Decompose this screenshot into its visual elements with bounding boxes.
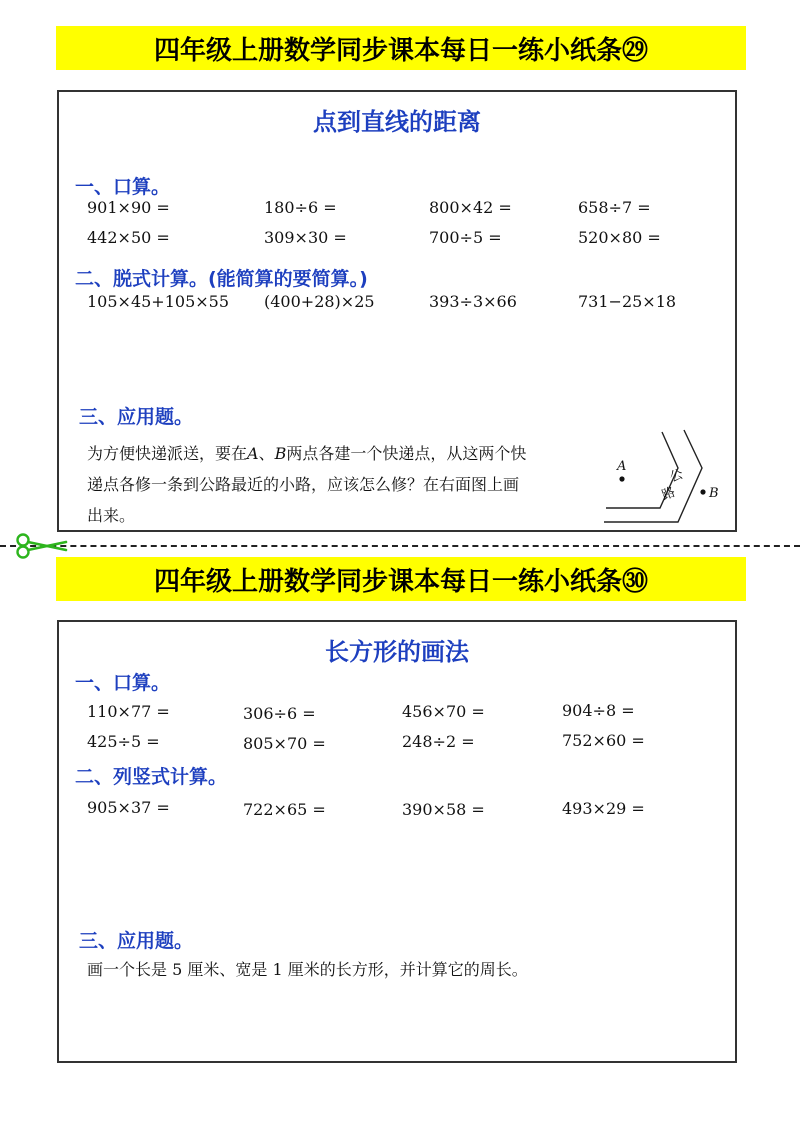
oral-item: 306÷6 = xyxy=(243,704,316,723)
oral-item: 425÷5 = xyxy=(87,732,160,751)
calc-item: 393÷3×66 xyxy=(429,292,517,311)
sheet-29-banner: 四年级上册数学同步课本每日一练小纸条㉙ xyxy=(56,26,746,70)
calc-item: 493×29 = xyxy=(562,799,645,818)
oral-item: 752×60 = xyxy=(562,731,645,750)
app-line-3: 出来。 xyxy=(87,506,136,525)
point-separator: 、 xyxy=(258,444,275,463)
oral-item: 901×90 = xyxy=(87,198,170,217)
calc-item: 731−25×18 xyxy=(578,292,677,311)
app-line-1-start: 为方便快递派送，要在 xyxy=(87,444,248,463)
oral-item: 442×50 = xyxy=(87,228,170,247)
app-line-1 xyxy=(87,438,607,469)
calc-item: 105×45+105×55 xyxy=(87,292,230,311)
calc-item: 390×58 = xyxy=(402,800,485,819)
sheet-30-box xyxy=(57,620,737,1063)
oral-item: 180÷6 = xyxy=(264,198,337,217)
calc-item: 905×37 = xyxy=(87,798,170,817)
oral-item: 248÷2 = xyxy=(402,732,475,751)
point-a-ref: A xyxy=(247,444,259,463)
point-a-dot xyxy=(619,476,624,481)
app-line-2: 递点各修一条到公路最近的小路，应该怎么修？在右面图上画 xyxy=(87,475,520,494)
road-label-1: 公 xyxy=(667,467,686,486)
road-label-2: 路 xyxy=(659,485,678,504)
oral-item: 800×42 = xyxy=(429,198,512,217)
app-heading: 三、应用题。 xyxy=(79,406,194,428)
app-problem-text: 画一个长是 5 厘米、宽是 1 厘米的长方形，并计算它的周长。 xyxy=(87,960,528,979)
point-b-ref: B xyxy=(274,444,287,463)
oral-item: 805×70 = xyxy=(243,734,326,753)
scissors-icon xyxy=(14,533,68,559)
sheet-30-topic: 长方形的画法 xyxy=(325,638,469,666)
calc-heading: 二、脱式计算。(能简算的要简算。) xyxy=(75,268,368,290)
oral-item: 700÷5 = xyxy=(429,228,502,247)
app-problem-text xyxy=(87,438,607,531)
oral-item: 456×70 = xyxy=(402,702,485,721)
app-heading: 三、应用题。 xyxy=(79,930,194,952)
point-b-label: B xyxy=(709,486,719,501)
calc-item: (400+28)×25 xyxy=(264,292,375,311)
oral-item: 309×30 = xyxy=(264,228,347,247)
app-line-1-end: 两点各建一个快递点，从这两个快 xyxy=(286,444,527,463)
oral-heading: 一、口算。 xyxy=(75,672,171,694)
oral-heading: 一、口算。 xyxy=(75,176,171,198)
oral-item: 904÷8 = xyxy=(562,701,635,720)
point-a-label: A xyxy=(617,459,627,474)
sheet-29-topic: 点到直线的距离 xyxy=(313,108,481,136)
oral-item: 658÷7 = xyxy=(578,198,651,217)
point-b-dot xyxy=(700,489,705,494)
calc-item: 722×65 = xyxy=(243,800,326,819)
road-figure xyxy=(600,428,730,528)
oral-item: 110×77 = xyxy=(87,702,170,721)
calc-heading: 二、列竖式计算。 xyxy=(75,766,228,788)
oral-item: 520×80 = xyxy=(578,228,661,247)
sheet-30-banner: 四年级上册数学同步课本每日一练小纸条㉚ xyxy=(56,557,746,601)
cut-line xyxy=(0,545,800,547)
